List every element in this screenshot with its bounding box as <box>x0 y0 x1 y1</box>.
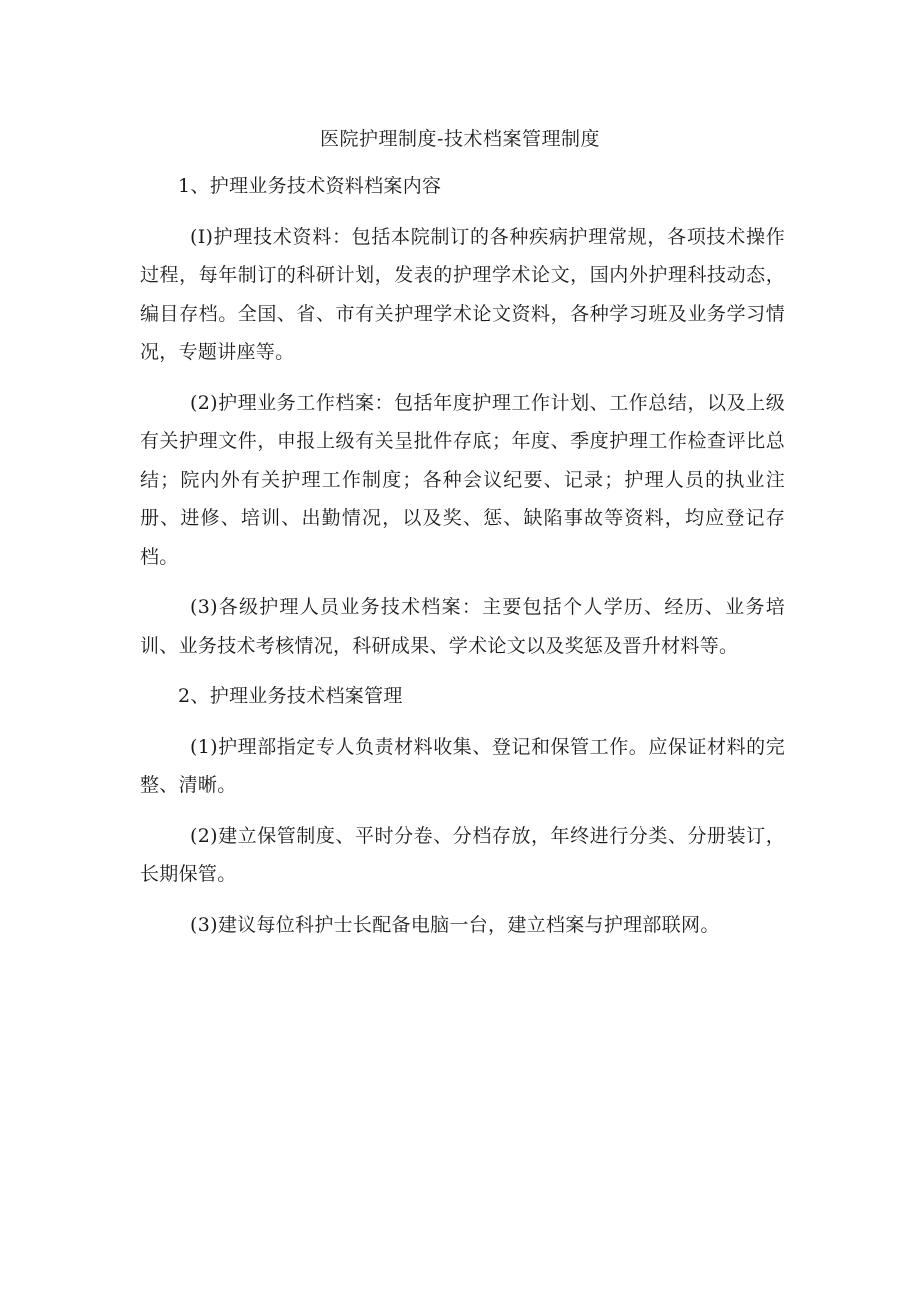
paragraph-computer-network: (3)建议每位科护士长配备电脑一台，建立档案与护理部联网。 <box>190 913 720 936</box>
document-body <box>140 167 785 956</box>
paragraph-technical-materials: (I)护理技术资料：包括本院制订的各种疾病护理常规，各项技术操作过程，每年制订的科研计划，发表的护理学术论文，国内外护理科技动态，编目存档。全国、省、市有关护理学术论文资料，各种学习班及业务学习情况，专题讲座等。 <box>140 225 785 363</box>
section-heading-2: 2、护理业务技术档案管理 <box>178 685 403 707</box>
section-heading-1: 1、护理业务技术资料档案内容 <box>178 175 442 197</box>
paragraph-staff-archives: (3)各级护理人员业务技术档案：主要包括个人学历、经历、业务培训、业务技术考核情况，科研成果、学术论文以及奖惩及晋升材料等。 <box>140 596 785 657</box>
paragraph-work-archives: (2)护理业务工作档案：包括年度护理工作计划、工作总结，以及上级有关护理文件，申报上级有关呈批件存底；年度、季度护理工作检查评比总结；院内外有关护理工作制度；各种会议纪要、记录；护理人员的执业注册、进修、培训、出勤情况，以及奖、惩、缺陷事故等资料，均应登记存档。 <box>140 391 785 568</box>
paragraph-storage-system: (2)建立保管制度、平时分卷、分档存放，年终进行分类、分册装订，长期保管。 <box>140 824 785 885</box>
paragraph-designated-staff: (1)护理部指定专人负责材料收集、登记和保管工作。应保证材料的完整、清晰。 <box>140 735 785 796</box>
document-title: 医院护理制度-技术档案管理制度 <box>320 128 600 150</box>
